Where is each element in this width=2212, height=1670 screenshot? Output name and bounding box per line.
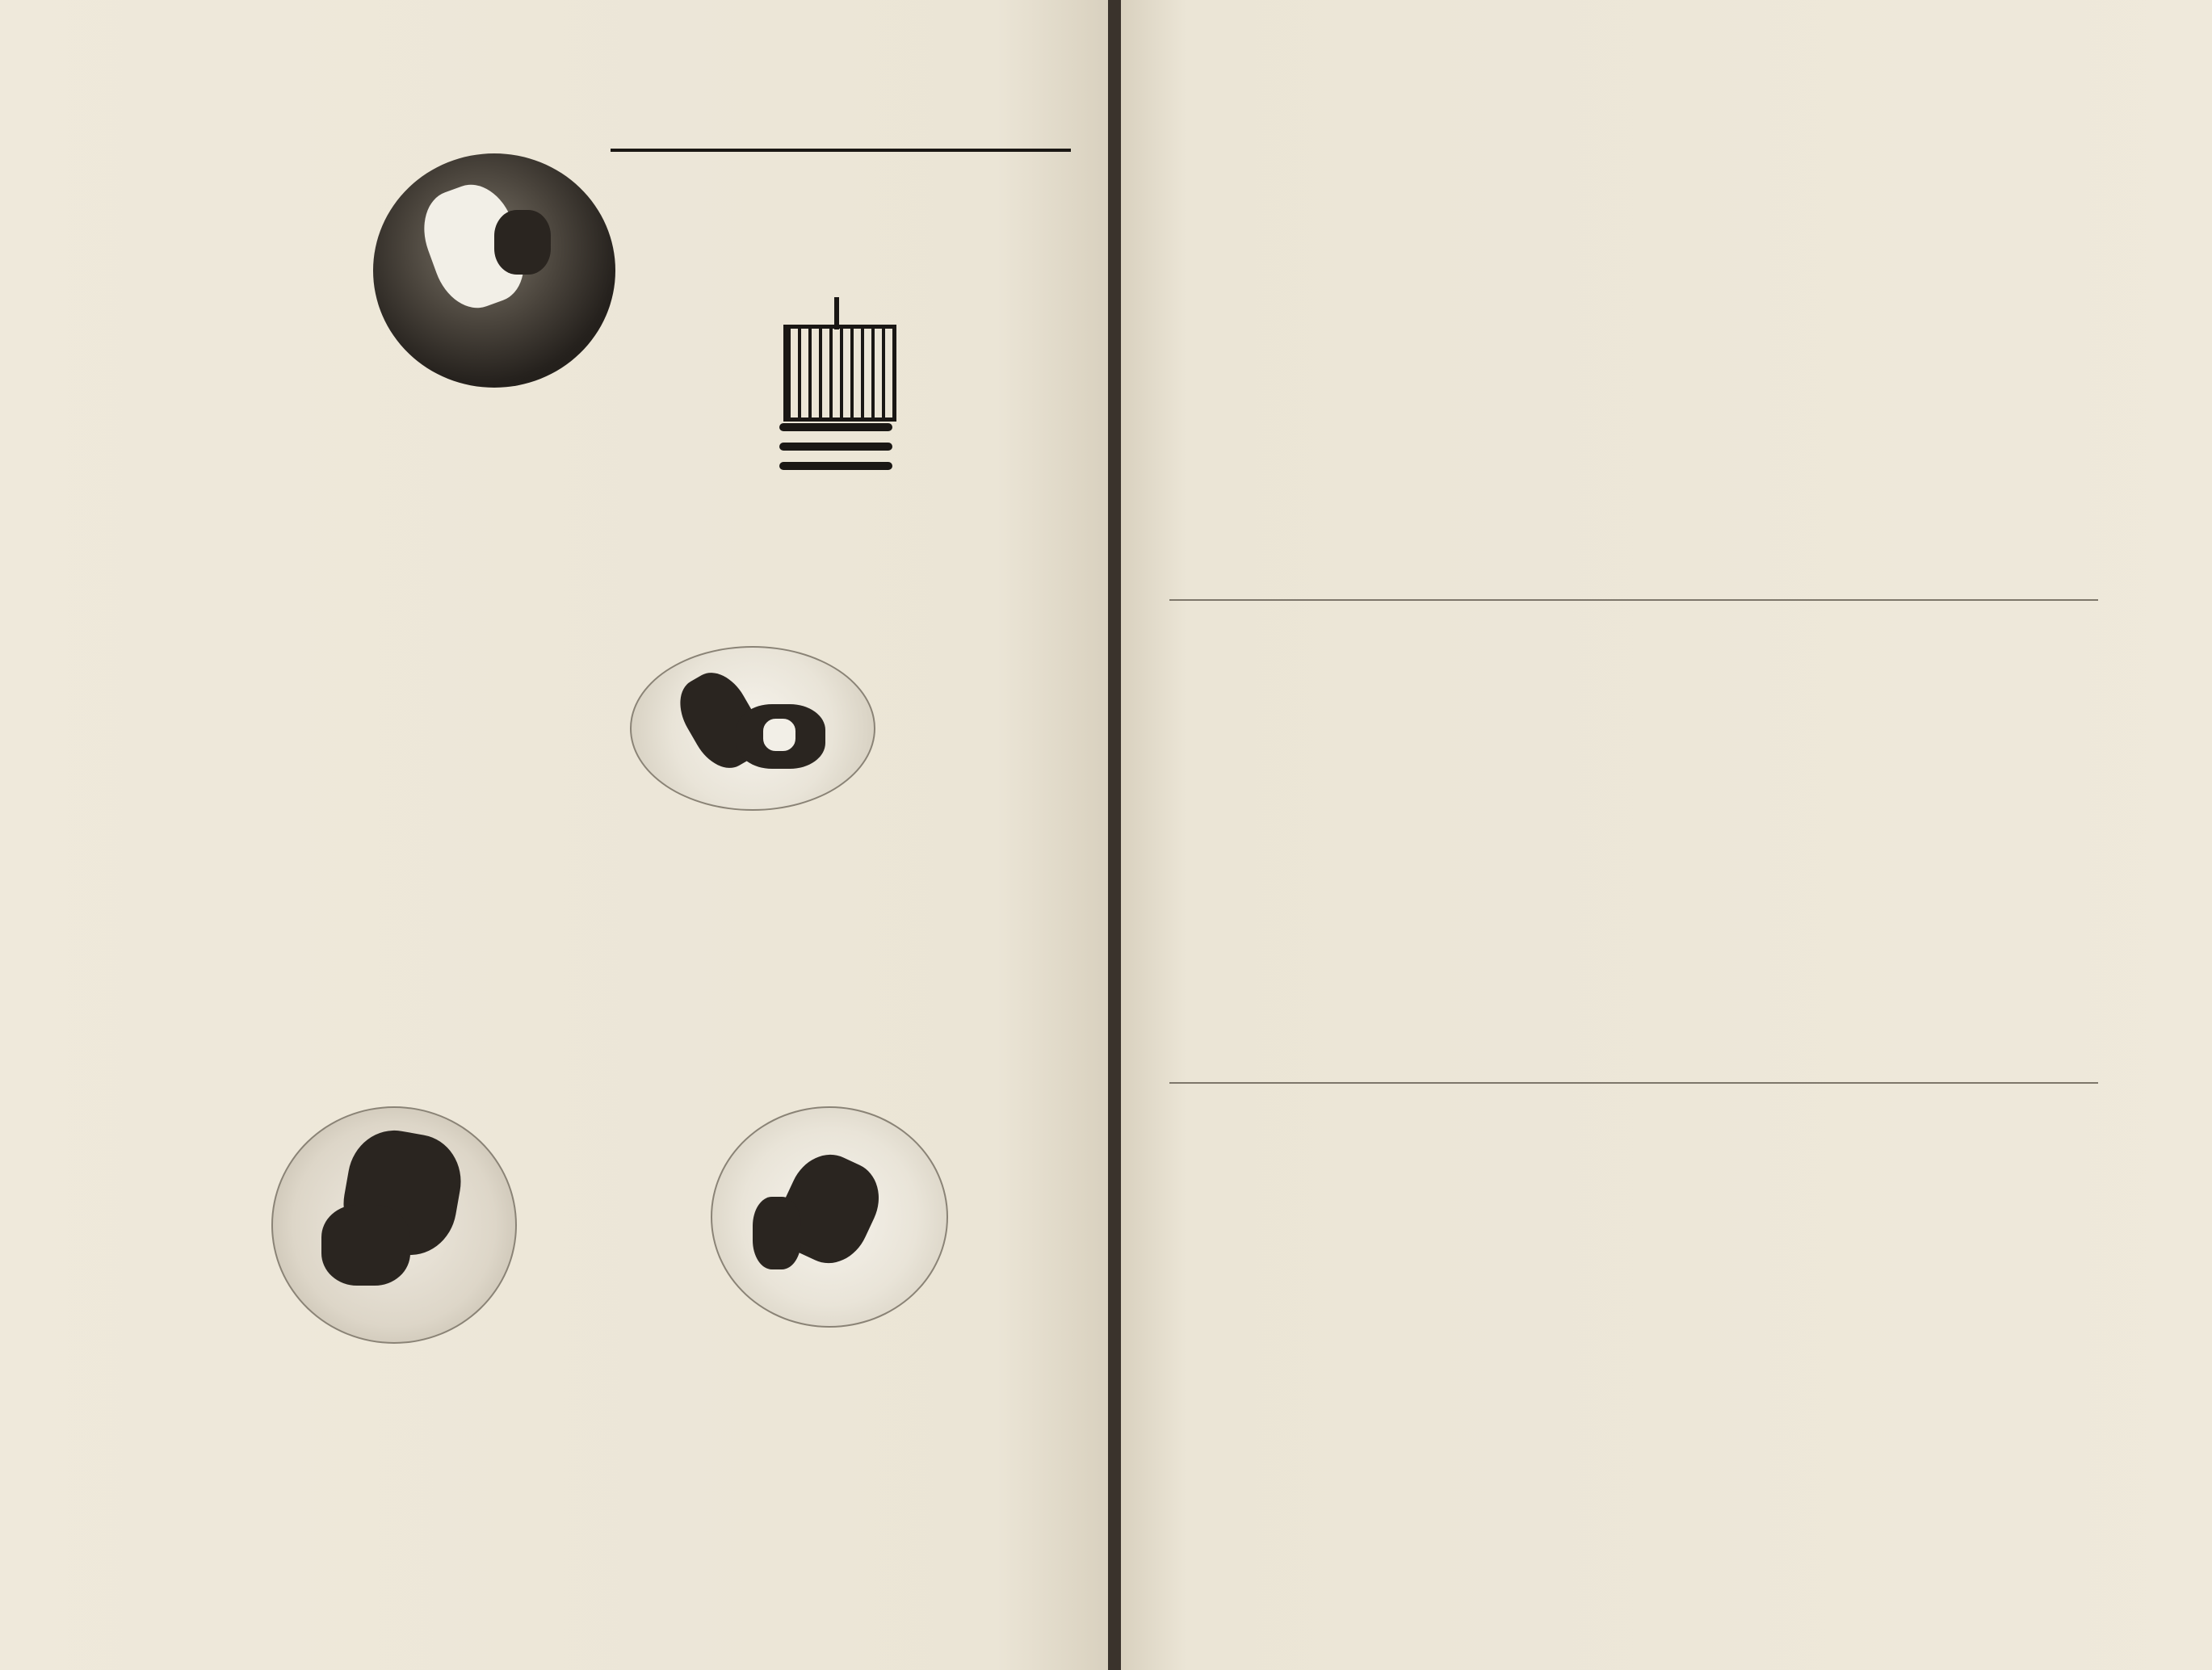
section-divider: [1169, 599, 2098, 601]
logo-mark: [783, 325, 896, 422]
photo-detail: [753, 1197, 801, 1269]
logo-mark: [779, 443, 892, 451]
photo-detail: [494, 210, 551, 275]
sauce-body-text: [517, 1106, 703, 1559]
photo-detail: [761, 716, 798, 753]
caption-kimo: [329, 1324, 418, 1446]
logo-mark: [779, 423, 892, 431]
toc-bottom-section: [1145, 1106, 2139, 1559]
photo-detail: [321, 1205, 410, 1286]
title-rule: [611, 149, 1071, 152]
logo-mark: [779, 462, 892, 470]
ushio-body-text: [137, 145, 363, 590]
kaori-body-text: [137, 622, 703, 1090]
sauce-photo: [711, 1106, 948, 1328]
ushio-photo: [373, 153, 615, 388]
section-divider: [1169, 1082, 2098, 1084]
toc-middle-section: [1210, 622, 2139, 1066]
kimo-photo: [271, 1106, 517, 1344]
kimo-body-text: [113, 1106, 267, 1559]
right-page: [1121, 0, 2212, 1670]
ushio-continued-text: [856, 606, 1098, 1058]
toc-top-section: [1145, 153, 2139, 590]
caption-sauce: [791, 1365, 880, 1591]
